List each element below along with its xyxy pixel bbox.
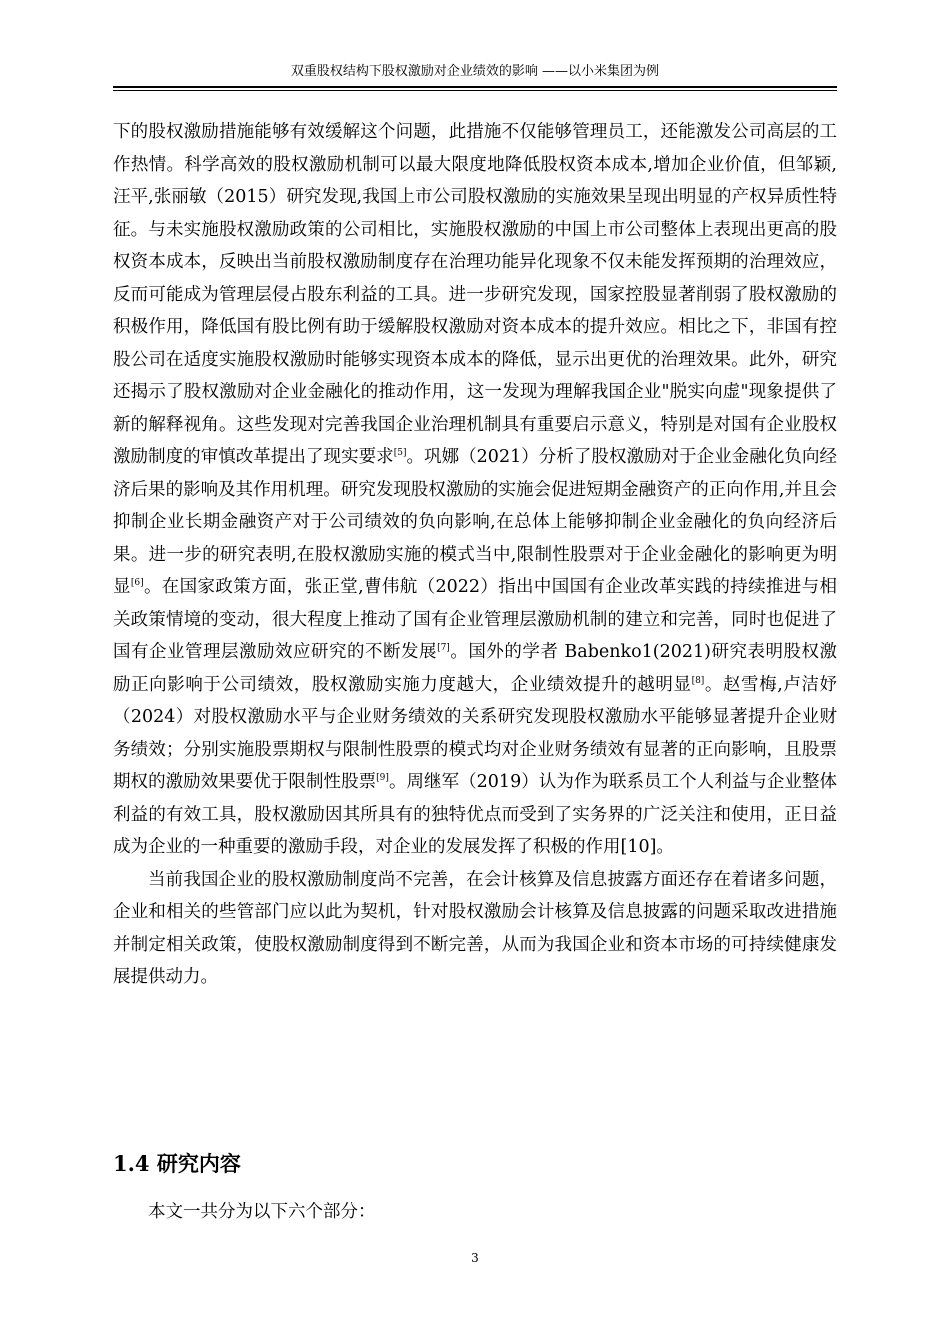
citation: [6]: [130, 578, 144, 589]
citation: [8]: [691, 675, 705, 686]
section-title: 研究内容: [156, 1152, 241, 1176]
text-run: 。在国家政策方面，张正堂,曹伟航（2022）指出中国国有企业改革实践的持续推进与相关政策情境的变动，很大程度上推动了国有企业管理层激励机制的建立和完善，同时也促进了国有企业管理层激励效应研究的不断发展: [113, 577, 837, 662]
section-intro: 本文一共分为以下六个部分：: [148, 1202, 376, 1222]
body-text: [113, 116, 837, 994]
running-header: 双重股权结构下股权激励对企业绩效的影响 ——以小米集团为例: [290, 64, 660, 79]
citation: [9]: [376, 773, 389, 784]
section-number: 1.4: [113, 1151, 150, 1176]
page-number: 3: [471, 1251, 479, 1265]
text-run: 。赵雪梅,卢洁妤（2024）对股权激励水平与企业财务绩效的关系研究发现股权激励水平能够显著提升企业财务绩效；分别实施股票期权与限制性股票的模式均对企业财务绩效有显著的正向影响，且股票期权的激励效果要优于限制性股票: [113, 674, 838, 792]
paragraph-summary: 当前我国企业的股权激励制度尚不完善，在会计核算及信息披露方面还存在着诸多问题，企业和相关的些管部门应以此为契机，针对股权激励会计核算及信息披露的问题采取改进措施并制定相关政策，使股权激励制度得到不断完善，从而为我国企业和资本市场的可持续健康发展提供动力。: [113, 869, 837, 987]
header-rule-thin: [113, 90, 837, 91]
paragraph-literature-review: [113, 116, 837, 864]
section-heading: [113, 1146, 241, 1182]
citation: [5]: [393, 448, 407, 459]
citation: [7]: [437, 643, 450, 654]
text-run: 。巩娜（2021）分析了股权激励对于企业金融化负向经济后果的影响及其作用机理。研究发现股权激励的实施会促进短期金融资产的正向作用,并且会抑制企业长期金融资产对于公司绩效的负向影响,在总体上能够抑制企业金融化的负向经济后果。进一步的研究表明,在股权激励实施的模式当中,限制性股票对于企业金融化的影响更为明显: [113, 447, 837, 597]
header-rule-thick: [113, 86, 837, 88]
text-run: 。周继军（2019）认为作为联系员工个人利益与企业整体利益的有效工具，股权激励因其所具有的独特优点而受到了实务界的广泛关注和使用，正日益成为企业的一种重要的激励手段，对企业的发展发挥了积极的作用[10]。: [113, 772, 837, 857]
text-run: 下的股权激励措施能够有效缓解这个问题，此措施不仅能够管理员工，还能激发公司高层的工作热情。科学高效的股权激励机制可以最大限度地降低股权资本成本,增加企业价值，但邹颖,汪平,张丽敏（2015）研究发现,我国上市公司股权激励的实施效果呈现出明显的产权异质性特征。与未实施股权激励政策的公司相比，实施股权激励的中国上市公司整体上表现出更高的股权资本成本，反映出当前股权激励制度存在治理功能异化现象不仅未能发挥预期的治理效应，反而可能成为管理层侵占股东利益的工具。进一步研究发现，国家控股显著削弱了股权激励的积极作用，降低国有股比例有助于缓解股权激励对资本成本的提升效应。相比之下，非国有控股公司在适度实施股权激励时能够实现资本成本的降低，显示出更优的治理效果。此外，研究还揭示了股权激励对企业金融化的推动作用，这一发现为理解我国企业"脱实向虚"现象提供了新的解释视角。这些发现对完善我国企业治理机制具有重要启示意义，特别是对国有企业股权激励制度的审慎改革提出了现实要求: [113, 122, 837, 467]
text-run: 。国外的学者 Babenko1(2021)研究表明股权激励正向影响于公司绩效，股权激励实施力度越大，企业绩效提升的越明显: [113, 642, 838, 695]
